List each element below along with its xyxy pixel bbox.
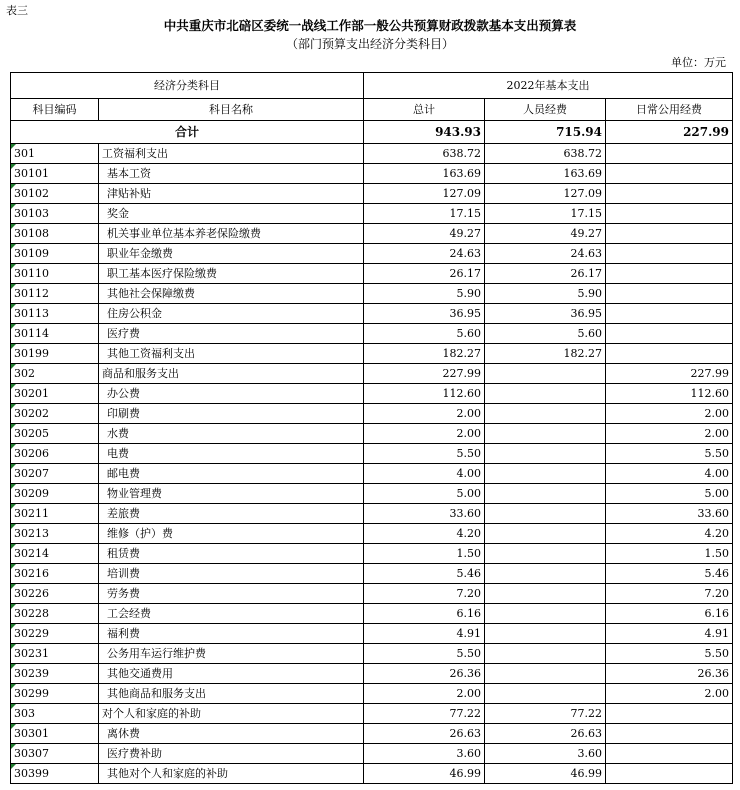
header-column-row [11, 99, 733, 121]
row-personnel [485, 644, 606, 664]
row-personnel [485, 564, 606, 584]
row-code: 30202 [11, 404, 99, 424]
row-name: 租赁费 [99, 544, 364, 564]
row-code: 30109 [11, 244, 99, 264]
row-personnel: 26.63 [485, 724, 606, 744]
row-name: 机关事业单位基本养老保险缴费 [99, 224, 364, 244]
table-number-label: 表三 [6, 4, 28, 17]
row-total: 3.60 [364, 744, 485, 764]
row-code: 30113 [11, 304, 99, 324]
row-code: 30307 [11, 744, 99, 764]
table-row [11, 684, 733, 704]
row-total: 49.27 [364, 224, 485, 244]
row-personnel [485, 364, 606, 384]
table-row [11, 484, 733, 504]
row-code: 303 [11, 704, 99, 724]
row-total: 24.63 [364, 244, 485, 264]
row-personnel: 36.95 [485, 304, 606, 324]
table-row [11, 744, 733, 764]
row-public [606, 204, 733, 224]
table-row [11, 204, 733, 224]
table-row [11, 504, 733, 524]
table-row [11, 144, 733, 164]
row-public [606, 324, 733, 344]
total-row [11, 121, 733, 144]
row-code: 30213 [11, 524, 99, 544]
table-row [11, 304, 733, 324]
row-code: 30112 [11, 284, 99, 304]
row-public [606, 264, 733, 284]
row-code: 30211 [11, 504, 99, 524]
table-row [11, 644, 733, 664]
row-personnel [485, 584, 606, 604]
row-public: 1.50 [606, 544, 733, 564]
row-total: 163.69 [364, 164, 485, 184]
table-row [11, 244, 733, 264]
row-code: 30101 [11, 164, 99, 184]
row-name: 其他商品和服务支出 [99, 684, 364, 704]
row-total: 5.60 [364, 324, 485, 344]
row-code: 30103 [11, 204, 99, 224]
row-public [606, 224, 733, 244]
row-code: 30216 [11, 564, 99, 584]
row-total: 5.50 [364, 644, 485, 664]
row-public [606, 164, 733, 184]
row-name: 基本工资 [99, 164, 364, 184]
row-name: 水费 [99, 424, 364, 444]
unit-label: 单位：万元 [671, 56, 726, 69]
row-public: 7.20 [606, 584, 733, 604]
header-name: 科目名称 [99, 99, 364, 121]
table-row [11, 164, 733, 184]
row-personnel: 127.09 [485, 184, 606, 204]
row-total: 227.99 [364, 364, 485, 384]
row-name: 工会经费 [99, 604, 364, 624]
header-total: 总计 [364, 99, 485, 121]
row-personnel: 182.27 [485, 344, 606, 364]
row-personnel [485, 444, 606, 464]
row-public: 2.00 [606, 404, 733, 424]
row-personnel: 46.99 [485, 764, 606, 784]
table-row [11, 544, 733, 564]
row-code: 301 [11, 144, 99, 164]
table-row [11, 224, 733, 244]
row-total: 4.91 [364, 624, 485, 644]
row-personnel [485, 524, 606, 544]
row-public: 2.00 [606, 684, 733, 704]
table-row [11, 384, 733, 404]
row-code: 30228 [11, 604, 99, 624]
row-public: 5.50 [606, 444, 733, 464]
row-total: 5.90 [364, 284, 485, 304]
row-code: 30299 [11, 684, 99, 704]
row-name: 其他交通费用 [99, 664, 364, 684]
table-row [11, 364, 733, 384]
row-name: 职工基本医疗保险缴费 [99, 264, 364, 284]
row-total: 5.00 [364, 484, 485, 504]
table-row [11, 704, 733, 724]
table-row [11, 604, 733, 624]
row-total: 1.50 [364, 544, 485, 564]
table-row [11, 444, 733, 464]
table-row [11, 284, 733, 304]
row-code: 30226 [11, 584, 99, 604]
row-public: 4.20 [606, 524, 733, 544]
row-total: 46.99 [364, 764, 485, 784]
row-public: 6.16 [606, 604, 733, 624]
row-total: 33.60 [364, 504, 485, 524]
row-public [606, 244, 733, 264]
row-personnel: 77.22 [485, 704, 606, 724]
row-total: 127.09 [364, 184, 485, 204]
table-row [11, 464, 733, 484]
row-name: 电费 [99, 444, 364, 464]
row-code: 30108 [11, 224, 99, 244]
row-personnel: 26.17 [485, 264, 606, 284]
row-name: 奖金 [99, 204, 364, 224]
row-total: 4.00 [364, 464, 485, 484]
row-code: 30229 [11, 624, 99, 644]
row-public: 33.60 [606, 504, 733, 524]
row-personnel: 5.60 [485, 324, 606, 344]
table-row [11, 624, 733, 644]
header-basic-expenditure: 2022年基本支出 [364, 73, 733, 99]
row-name: 公务用车运行维护费 [99, 644, 364, 664]
row-code: 30114 [11, 324, 99, 344]
row-total: 36.95 [364, 304, 485, 324]
row-total: 2.00 [364, 404, 485, 424]
table-row [11, 564, 733, 584]
header-group-row [11, 73, 733, 99]
row-code: 30239 [11, 664, 99, 684]
table-row [11, 344, 733, 364]
table-row [11, 264, 733, 284]
row-public [606, 744, 733, 764]
row-public: 227.99 [606, 364, 733, 384]
row-personnel [485, 604, 606, 624]
row-code: 30399 [11, 764, 99, 784]
row-personnel [485, 484, 606, 504]
row-public: 5.50 [606, 644, 733, 664]
row-name: 对个人和家庭的补助 [99, 704, 364, 724]
table-row [11, 724, 733, 744]
row-public [606, 184, 733, 204]
row-name: 商品和服务支出 [99, 364, 364, 384]
row-code: 302 [11, 364, 99, 384]
row-personnel [485, 404, 606, 424]
row-personnel: 163.69 [485, 164, 606, 184]
row-name: 印刷费 [99, 404, 364, 424]
row-name: 差旅费 [99, 504, 364, 524]
total-personnel: 715.94 [485, 121, 606, 144]
header-economic-category: 经济分类科目 [11, 73, 364, 99]
row-total: 2.00 [364, 684, 485, 704]
row-name: 津贴补贴 [99, 184, 364, 204]
row-name: 劳务费 [99, 584, 364, 604]
row-public [606, 724, 733, 744]
table-row [11, 584, 733, 604]
budget-table [10, 72, 733, 784]
row-total: 26.17 [364, 264, 485, 284]
row-total: 112.60 [364, 384, 485, 404]
row-total: 4.20 [364, 524, 485, 544]
row-personnel [485, 384, 606, 404]
page-subtitle: （部门预算支出经济分类科目） [285, 37, 454, 51]
row-name: 维修（护）费 [99, 524, 364, 544]
row-personnel: 638.72 [485, 144, 606, 164]
row-name: 物业管理费 [99, 484, 364, 504]
row-code: 30201 [11, 384, 99, 404]
row-personnel: 24.63 [485, 244, 606, 264]
row-total: 26.63 [364, 724, 485, 744]
header-public: 日常公用经费 [606, 99, 733, 121]
row-total: 2.00 [364, 424, 485, 444]
total-label: 合计 [11, 121, 364, 144]
table-row [11, 524, 733, 544]
row-personnel: 49.27 [485, 224, 606, 244]
row-name: 职业年金缴费 [99, 244, 364, 264]
table-row [11, 424, 733, 444]
row-public: 4.00 [606, 464, 733, 484]
row-name: 离休费 [99, 724, 364, 744]
row-code: 30209 [11, 484, 99, 504]
table-row [11, 764, 733, 784]
row-code: 30199 [11, 344, 99, 364]
row-public: 26.36 [606, 664, 733, 684]
row-code: 30206 [11, 444, 99, 464]
row-code: 30207 [11, 464, 99, 484]
row-personnel [485, 544, 606, 564]
row-personnel [485, 464, 606, 484]
row-name: 住房公积金 [99, 304, 364, 324]
row-name: 办公费 [99, 384, 364, 404]
row-code: 30102 [11, 184, 99, 204]
header-personnel: 人员经费 [485, 99, 606, 121]
row-code: 30214 [11, 544, 99, 564]
header-code: 科目编码 [11, 99, 99, 121]
row-public [606, 284, 733, 304]
row-total: 7.20 [364, 584, 485, 604]
row-personnel [485, 624, 606, 644]
row-personnel: 3.60 [485, 744, 606, 764]
row-public [606, 304, 733, 324]
row-personnel: 17.15 [485, 204, 606, 224]
row-public [606, 344, 733, 364]
row-total: 77.22 [364, 704, 485, 724]
row-total: 5.46 [364, 564, 485, 584]
row-name: 其他对个人和家庭的补助 [99, 764, 364, 784]
row-personnel [485, 504, 606, 524]
row-public: 5.00 [606, 484, 733, 504]
row-code: 30231 [11, 644, 99, 664]
row-name: 其他社会保障缴费 [99, 284, 364, 304]
row-code: 30301 [11, 724, 99, 744]
row-personnel [485, 664, 606, 684]
row-total: 638.72 [364, 144, 485, 164]
row-public: 112.60 [606, 384, 733, 404]
row-name: 工资福利支出 [99, 144, 364, 164]
row-public: 2.00 [606, 424, 733, 444]
total-sum: 943.93 [364, 121, 485, 144]
row-name: 其他工资福利支出 [99, 344, 364, 364]
row-total: 17.15 [364, 204, 485, 224]
row-total: 26.36 [364, 664, 485, 684]
row-name: 邮电费 [99, 464, 364, 484]
row-total: 182.27 [364, 344, 485, 364]
row-public [606, 704, 733, 724]
row-total: 5.50 [364, 444, 485, 464]
row-public: 4.91 [606, 624, 733, 644]
table-row [11, 184, 733, 204]
row-personnel [485, 424, 606, 444]
table-row [11, 404, 733, 424]
total-public: 227.99 [606, 121, 733, 144]
page-title: 中共重庆市北碚区委统一战线工作部一般公共预算财政拨款基本支出预算表 [163, 18, 577, 33]
row-name: 医疗费 [99, 324, 364, 344]
row-name: 福利费 [99, 624, 364, 644]
row-personnel [485, 684, 606, 704]
row-total: 6.16 [364, 604, 485, 624]
row-personnel: 5.90 [485, 284, 606, 304]
row-public: 5.46 [606, 564, 733, 584]
row-name: 医疗费补助 [99, 744, 364, 764]
row-name: 培训费 [99, 564, 364, 584]
row-code: 30110 [11, 264, 99, 284]
table-row [11, 324, 733, 344]
table-row [11, 664, 733, 684]
row-public [606, 764, 733, 784]
row-code: 30205 [11, 424, 99, 444]
row-public [606, 144, 733, 164]
